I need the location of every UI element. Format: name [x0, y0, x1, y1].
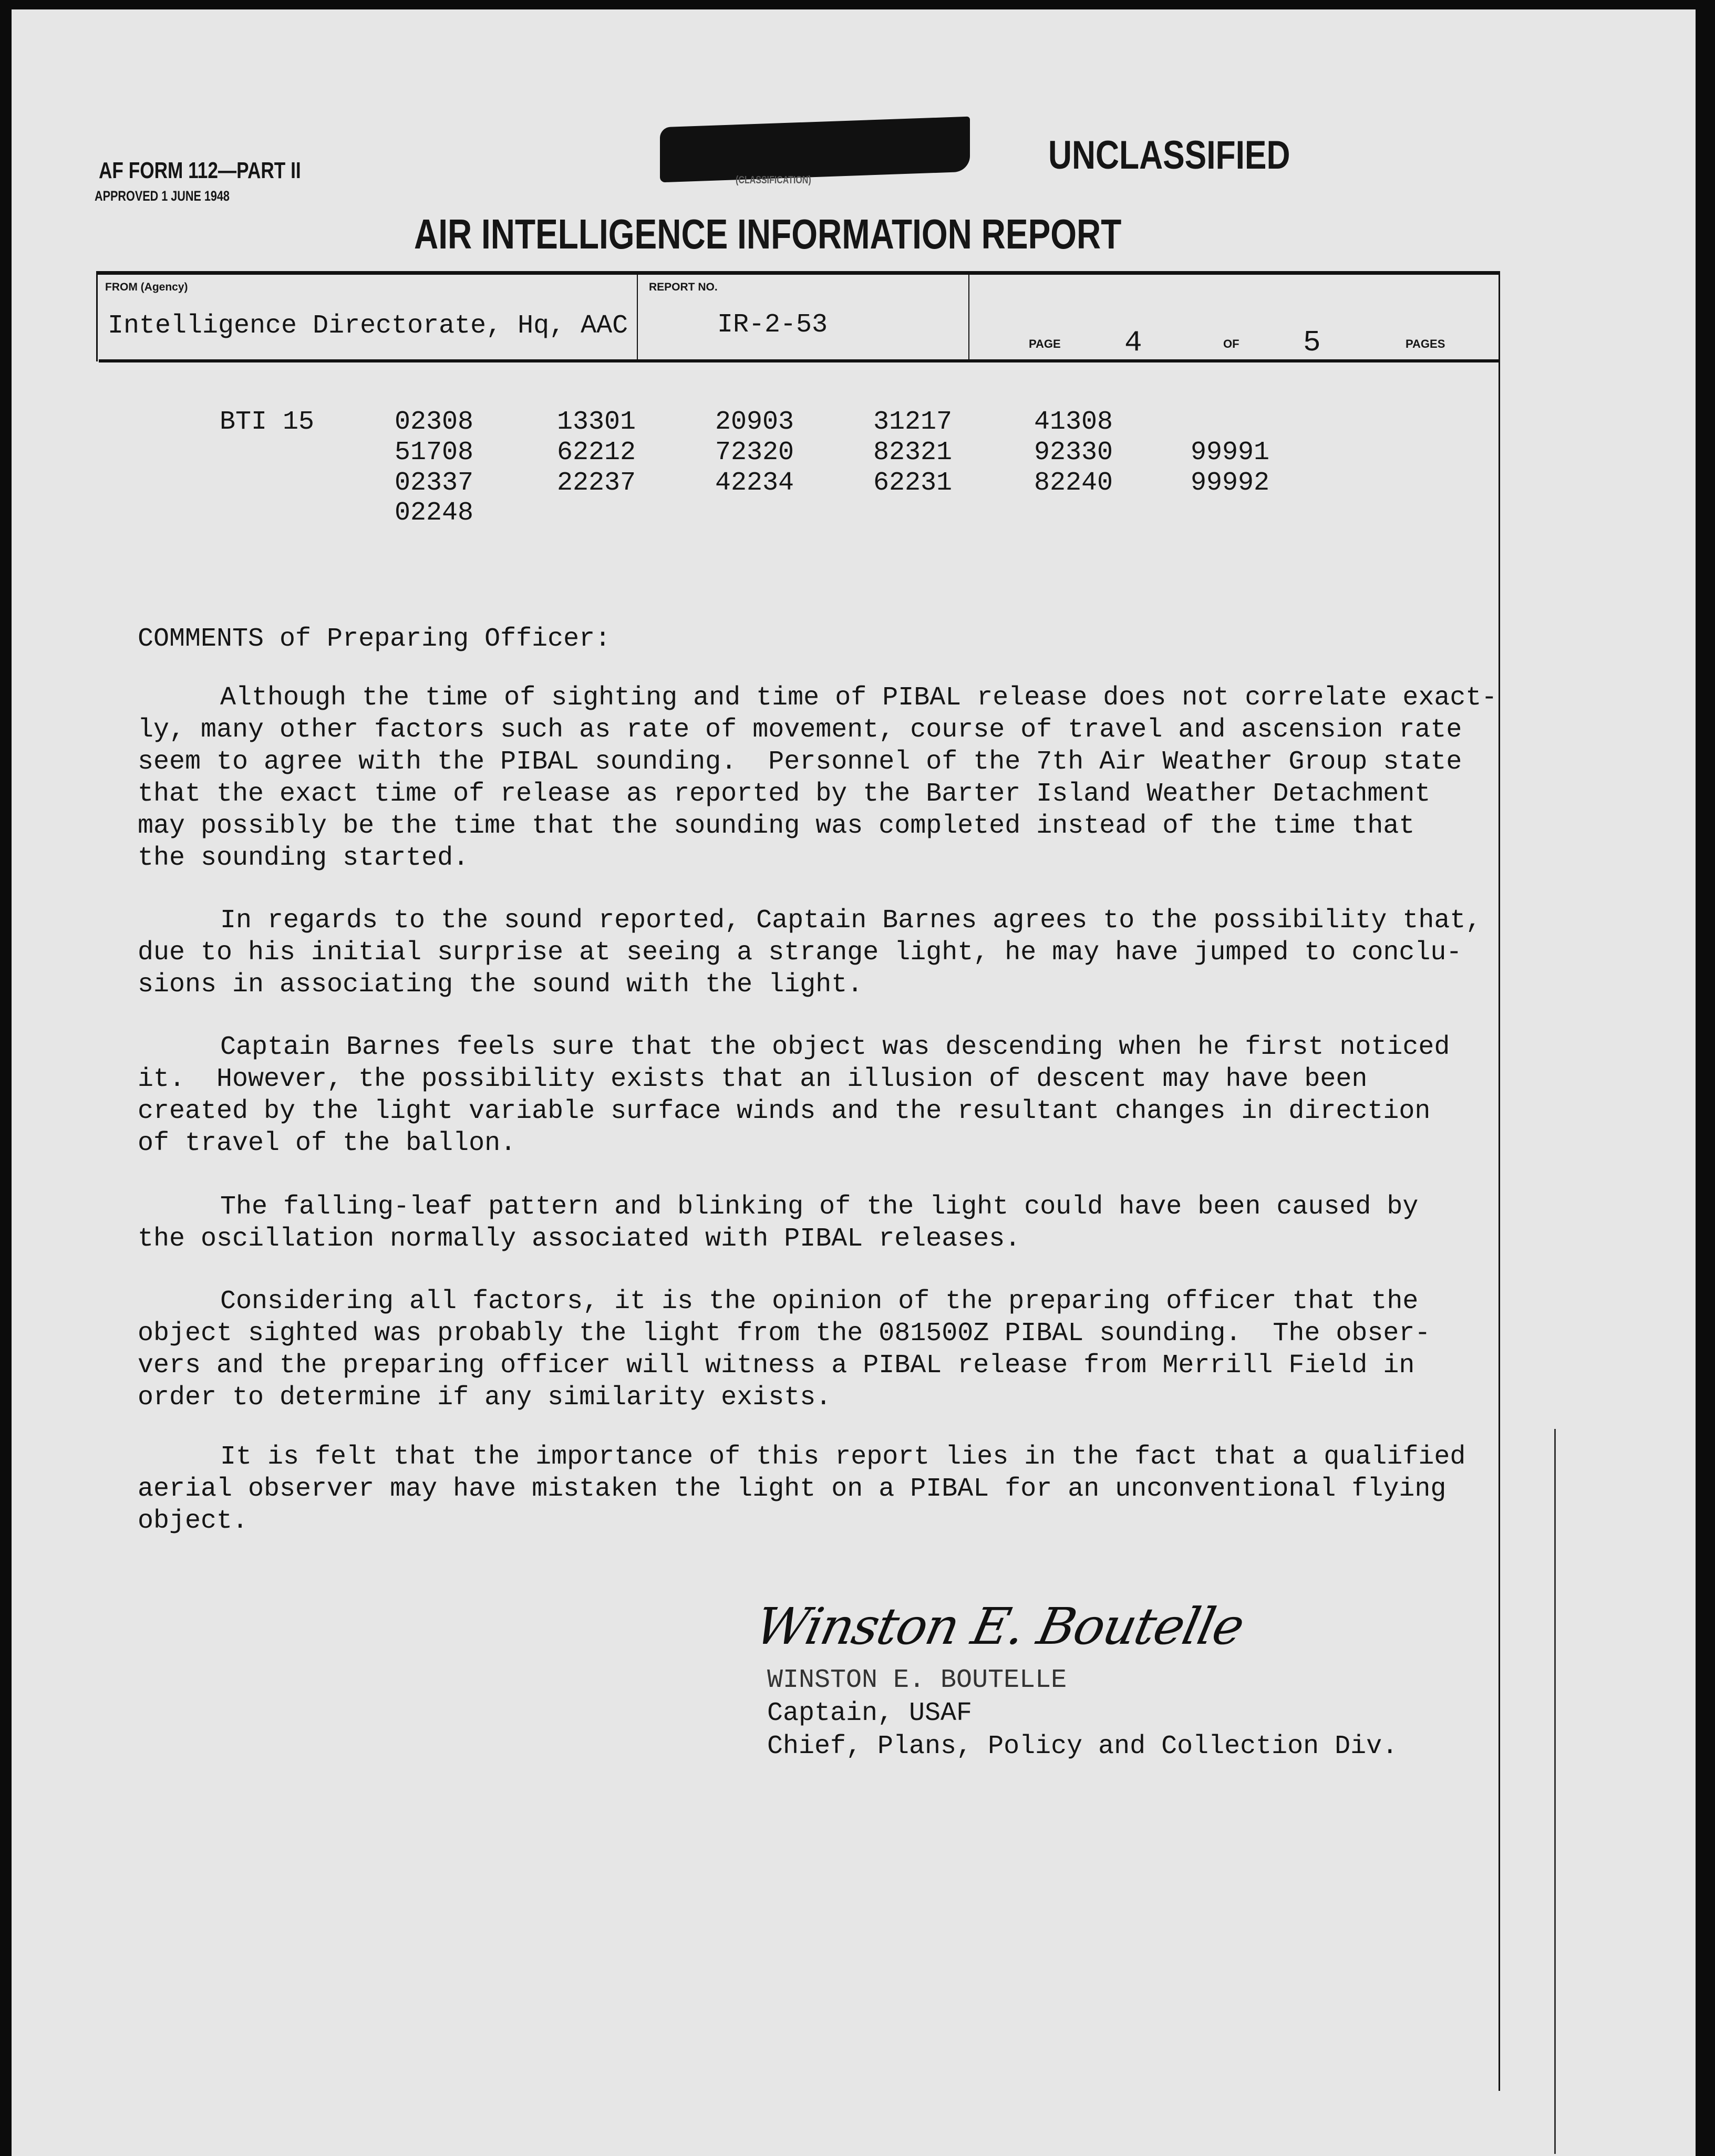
codes-label: BTI 15	[220, 407, 315, 437]
code-group: 31217	[873, 407, 953, 437]
signer-position: Chief, Plans, Policy and Collection Div.	[767, 1732, 1398, 1761]
paragraph-line: it. However, the possibility exists that an illusion of descent may have been	[138, 1064, 1368, 1094]
right-border-line	[1499, 273, 1500, 2091]
table-bottom-rule	[99, 359, 1499, 362]
paragraph-line: of travel of the ballon.	[138, 1128, 516, 1158]
paragraph-line: sions in associating the sound with the light.	[138, 970, 863, 1000]
code-group: 02248	[395, 498, 474, 528]
code-group: 82321	[873, 438, 953, 468]
paragraph-line: created by the light variable surface winds and the resultant changes in direction	[138, 1096, 1431, 1126]
code-group: 02337	[395, 468, 474, 498]
paragraph-line: Although the time of sighting and time of PIBAL release does not correlate exact-	[220, 683, 1497, 713]
report-no-label: REPORT NO.	[649, 281, 718, 293]
paragraph-line: The falling-leaf pattern and blinking of the light could have been caused by	[220, 1192, 1419, 1222]
from-agency: Intelligence Directorate, Hq, AAC	[108, 311, 628, 341]
paragraph-line: order to determine if any similarity exists.	[138, 1383, 832, 1413]
code-group: 41308	[1034, 407, 1113, 437]
code-group: 22237	[557, 468, 636, 498]
code-group: 82240	[1034, 468, 1113, 498]
from-label: FROM (Agency)	[105, 281, 188, 293]
page-label: PAGE	[1029, 337, 1061, 350]
code-group: 72320	[715, 438, 794, 468]
of-label: OF	[1223, 337, 1239, 350]
code-group: 51708	[395, 438, 474, 468]
report-number: IR-2-53	[717, 310, 828, 340]
handwritten-signature: Winston E. Boutelle	[750, 1597, 1249, 1656]
code-group: 20903	[715, 407, 794, 437]
classification-label: (CLASSIFICATION)	[736, 174, 811, 186]
signer-name: WINSTON E. BOUTELLE	[767, 1665, 1067, 1695]
paragraph-line: object sighted was probably the light from the 081500Z PIBAL sounding. The obser-	[138, 1319, 1431, 1349]
code-group: 13301	[557, 407, 636, 437]
paragraph-line: the sounding started.	[138, 843, 469, 873]
code-group: 99992	[1191, 468, 1270, 498]
redaction-mark	[660, 117, 970, 183]
form-id: AF FORM 112—PART II	[99, 158, 301, 183]
paragraph-line: the oscillation normally associated with PIBAL releases.	[138, 1224, 1021, 1254]
code-group: 99991	[1191, 438, 1270, 468]
comments-heading: COMMENTS of Preparing Officer:	[138, 624, 611, 654]
paragraph-line: ly, many other factors such as rate of movement, course of travel and ascension rate	[138, 715, 1462, 745]
code-group: 02308	[395, 407, 474, 437]
table-divider	[637, 273, 638, 360]
code-group: 62231	[873, 468, 953, 498]
pages-label: PAGES	[1406, 337, 1445, 350]
paragraph-line: that the exact time of release as reported by the Barter Island Weather Detachment	[138, 779, 1431, 809]
classification-stamp: UNCLASSIFIED	[1048, 133, 1290, 178]
paragraph-line: vers and the preparing officer will witness a PIBAL release from Merrill Field in	[138, 1351, 1415, 1381]
paragraph-line: object.	[138, 1506, 249, 1536]
paragraph-line: aerial observer may have mistaken the light on a PIBAL for an unconventional flying	[138, 1474, 1447, 1504]
form-approved-date: APPROVED 1 JUNE 1948	[95, 188, 230, 204]
signer-rank: Captain, USAF	[767, 1698, 973, 1728]
edge-line	[1554, 1429, 1556, 2154]
table-divider	[968, 273, 969, 360]
page-number: 4	[1124, 326, 1142, 359]
table-top-rule	[96, 271, 1500, 275]
total-pages: 5	[1303, 326, 1321, 359]
code-group: 42234	[715, 468, 794, 498]
paragraph-line: It is felt that the importance of this report lies in the fact that a qualified	[220, 1442, 1466, 1472]
paragraph-line: In regards to the sound reported, Captain Barnes agrees to the possibility that,	[220, 906, 1482, 936]
page-title: AIR INTELLIGENCE INFORMATION REPORT	[414, 211, 1122, 257]
paragraph-line: may possibly be the time that the sounding was completed instead of the time that	[138, 811, 1415, 841]
paragraph-line: seem to agree with the PIBAL sounding. Personnel of the 7th Air Weather Group state	[138, 747, 1462, 777]
table-left-border	[96, 273, 98, 361]
paragraph-line: due to his initial surprise at seeing a strange light, he may have jumped to conclu-	[138, 938, 1462, 968]
code-group: 92330	[1034, 438, 1113, 468]
paragraph-line: Captain Barnes feels sure that the object was descending when he first noticed	[220, 1032, 1450, 1062]
code-group: 62212	[557, 438, 636, 468]
paragraph-line: Considering all factors, it is the opinion of the preparing officer that the	[220, 1287, 1419, 1317]
